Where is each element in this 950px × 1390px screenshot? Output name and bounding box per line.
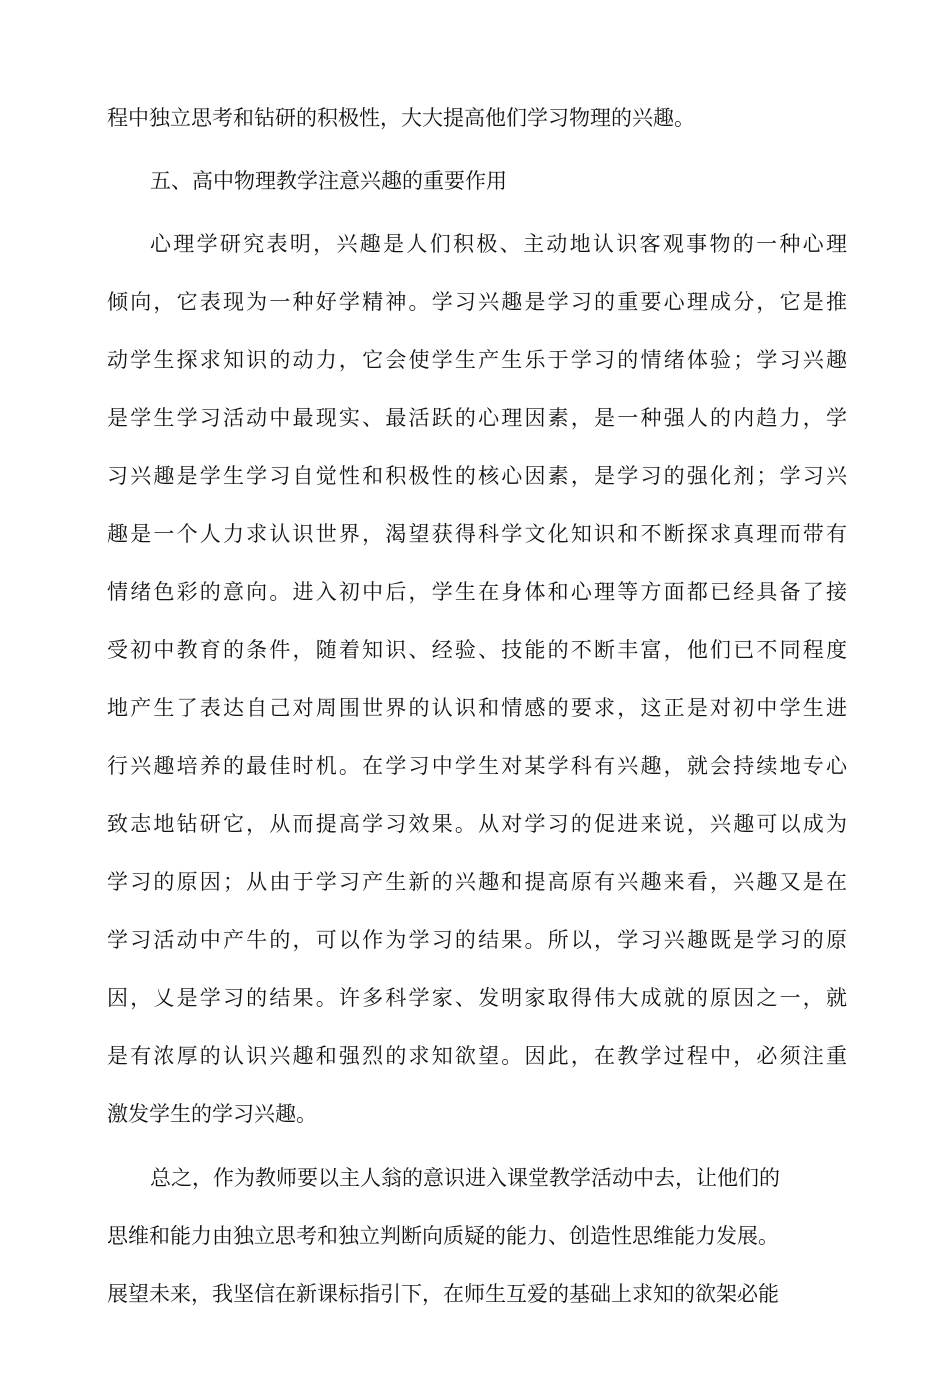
text-line: 思维和能力由独立思考和独立判断向质疑的能力、创造性思维能力发展。 (107, 1224, 779, 1248)
text-line: 心理学研究表明，兴趣是人们积极、主动地认识客观事物的一种心理 (150, 232, 847, 256)
section-heading: 五、高中物理教学注意兴趣的重要作用 (150, 169, 507, 193)
text-line: 情绪色彩的意向。进入初中后，学生在身体和心理等方面都已经具备了接 (107, 580, 847, 604)
text-line: 地产生了表达自己对周围世界的认识和情感的要求，这正是对初中学生进 (107, 696, 847, 720)
text-line: 行兴趣培养的最佳时机。在学习中学生对某学科有兴趣，就会持续地专心 (107, 754, 847, 778)
text-line: 是有浓厚的认识兴趣和强烈的求知欲望。因此，在教学过程中，必须注重 (107, 1044, 847, 1068)
text-line: 展望未来，我坚信在新课标指引下，在师生互爱的基础上求知的欲架必能 (107, 1282, 779, 1306)
text-line: 总之，作为教师要以主人翁的意识进入课堂教学活动中去，让他们的 (150, 1166, 780, 1190)
text-line: 因，乂是学习的结果。许多科学家、发明家取得伟大成就的原因之一，就 (107, 986, 847, 1010)
text-line: 程中独立思考和钻研的积极性，大大提高他们学习物理的兴趣。 (107, 106, 695, 130)
text-line: 趣是一个人力求认识世界，渴望获得科学文化知识和不断探求真理而带有 (107, 522, 847, 546)
text-line: 动学生探求知识的动力，它会使学生产生乐于学习的情绪体验；学习兴趣 (107, 348, 847, 372)
text-line: 倾向，它表现为一种好学精神。学习兴趣是学习的重要心理成分，它是推 (107, 290, 847, 314)
text-line: 习兴趣是学生学习自觉性和积极性的核心因素，是学习的强化剂；学习兴 (107, 464, 847, 488)
text-line: 学习的原因；从由于学习产生新的兴趣和提高原有兴趣来看，兴趣又是在 (107, 870, 847, 894)
text-line: 学习活动中产牛的，可以作为学习的结果。所以，学习兴趣既是学习的原 (107, 928, 847, 952)
text-line: 致志地钻研它，从而提高学习效果。从对学习的促进来说，兴趣可以成为 (107, 812, 847, 836)
text-line: 激发学生的学习兴趣。 (107, 1102, 317, 1126)
text-line: 受初中教育的条件，随着知识、经验、技能的不断丰富，他们已不同程度 (107, 638, 847, 662)
text-line: 是学生学习活动中最现实、最活跃的心理因素，是一种强人的内趋力，学 (107, 406, 847, 430)
